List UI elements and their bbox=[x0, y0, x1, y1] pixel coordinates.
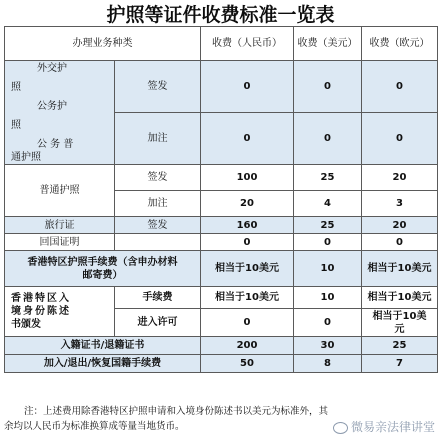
ordinary-passport-label: 普通护照 bbox=[5, 165, 115, 217]
header-category: 办理业务种类 bbox=[5, 27, 201, 61]
label-line: 香港特区护照手续费（含申办材料 bbox=[27, 256, 178, 268]
dip-endorse-usd: 0 bbox=[294, 113, 362, 165]
dip-issue-label: 签发 bbox=[115, 61, 201, 113]
header-usd: 收费（美元） bbox=[294, 27, 362, 61]
ordinary-endorse-label: 加注 bbox=[115, 191, 201, 217]
nationality-fee-usd: 8 bbox=[294, 355, 362, 373]
travel-permit-sub: 签发 bbox=[115, 217, 201, 234]
naturalization-usd: 30 bbox=[294, 337, 362, 355]
hk-entry-permit-eur bbox=[362, 309, 438, 337]
dip-endorse-eur: 0 bbox=[362, 113, 438, 165]
label-line: 公 务 普 bbox=[37, 138, 74, 150]
dip-issue-eur: 0 bbox=[362, 61, 438, 113]
dip-passport-label bbox=[5, 61, 115, 165]
hk-entry-fee-eur: 相当于10美元 bbox=[362, 287, 438, 309]
naturalization-label: 入籍证书/退籍证书 bbox=[5, 337, 201, 355]
hk-entry-permit-rmb: 0 bbox=[201, 309, 294, 337]
ordinary-endorse-usd: 4 bbox=[294, 191, 362, 217]
table-header-row bbox=[5, 27, 438, 61]
nationality-fee-label: 加入/退出/恢复国籍手续费 bbox=[5, 355, 201, 373]
header-eur: 收费（欧元） bbox=[362, 27, 438, 61]
ordinary-issue-rmb: 100 bbox=[201, 165, 294, 191]
label-line: 外交护 bbox=[37, 62, 67, 74]
dip-endorse-rmb: 0 bbox=[201, 113, 294, 165]
page-title: 护照等证件收费标准一览表 bbox=[106, 4, 335, 26]
hk-entry-fee-label: 手续费 bbox=[115, 287, 201, 309]
dip-issue-rmb: 0 bbox=[201, 61, 294, 113]
table-row bbox=[5, 165, 438, 191]
ordinary-endorse-rmb: 20 bbox=[201, 191, 294, 217]
wechat-icon bbox=[333, 422, 348, 434]
return-cert-rmb: 0 bbox=[201, 234, 294, 251]
naturalization-rmb: 200 bbox=[201, 337, 294, 355]
dip-issue-usd: 0 bbox=[294, 61, 362, 113]
watermark-text: 微易亲法律讲堂 bbox=[350, 420, 435, 434]
travel-permit-usd: 25 bbox=[294, 217, 362, 234]
table-row bbox=[5, 287, 438, 309]
nationality-fee-eur: 7 bbox=[362, 355, 438, 373]
hk-passport-fee-rmb: 相当于10美元 bbox=[201, 251, 294, 287]
hk-entry-permit-label: 进入许可 bbox=[115, 309, 201, 337]
ordinary-endorse-eur: 3 bbox=[362, 191, 438, 217]
travel-permit-rmb: 160 bbox=[201, 217, 294, 234]
ordinary-issue-usd: 25 bbox=[294, 165, 362, 191]
ordinary-issue-eur: 20 bbox=[362, 165, 438, 191]
travel-permit-eur: 20 bbox=[362, 217, 438, 234]
ordinary-issue-label: 签发 bbox=[115, 165, 201, 191]
label-line: 照 bbox=[11, 81, 21, 93]
label-line: 邮寄费） bbox=[82, 269, 123, 281]
return-cert-label: 回国证明 bbox=[5, 234, 115, 251]
footnote-line: 余均以人民币为标准换算成等量当地货币。 bbox=[4, 421, 185, 432]
table-row bbox=[5, 234, 438, 251]
hk-passport-fee-eur: 相当于10美元 bbox=[362, 251, 438, 287]
hk-entry-fee-rmb: 相当于10美元 bbox=[201, 287, 294, 309]
label-line: 照 bbox=[11, 119, 21, 131]
nationality-fee-rmb: 50 bbox=[201, 355, 294, 373]
fee-table bbox=[4, 26, 438, 373]
label-line: 公务护 bbox=[37, 100, 67, 112]
naturalization-eur: 25 bbox=[362, 337, 438, 355]
header-rmb: 收费（人民币） bbox=[201, 27, 294, 61]
label-line: 香港特区入 bbox=[11, 293, 71, 304]
table-row bbox=[5, 217, 438, 234]
label-line: 通护照 bbox=[11, 151, 41, 163]
watermark bbox=[333, 418, 435, 435]
label-line: 境身份陈述 bbox=[11, 306, 71, 317]
table-row bbox=[5, 337, 438, 355]
empty-cell bbox=[115, 234, 201, 251]
table-row bbox=[5, 61, 438, 113]
hk-entry-permit-usd: 0 bbox=[294, 309, 362, 337]
label-line: 相当于10美 bbox=[372, 310, 427, 322]
hk-entry-doc-label bbox=[5, 287, 115, 337]
hk-passport-fee-label bbox=[5, 251, 201, 287]
travel-permit-label: 旅行证 bbox=[5, 217, 115, 234]
label-line: 书颁发 bbox=[11, 319, 41, 330]
return-cert-usd: 0 bbox=[294, 234, 362, 251]
label-line: 元 bbox=[394, 323, 405, 335]
dip-endorse-label: 加注 bbox=[115, 113, 201, 165]
hk-passport-fee-usd: 10 bbox=[294, 251, 362, 287]
footnote-line: 注：上述费用除香港特区护照申请和入境身份陈述书以美元为标准外，其 bbox=[24, 406, 329, 417]
table-row bbox=[5, 355, 438, 373]
return-cert-eur: 0 bbox=[362, 234, 438, 251]
hk-entry-fee-usd: 10 bbox=[294, 287, 362, 309]
table-row bbox=[5, 251, 438, 287]
